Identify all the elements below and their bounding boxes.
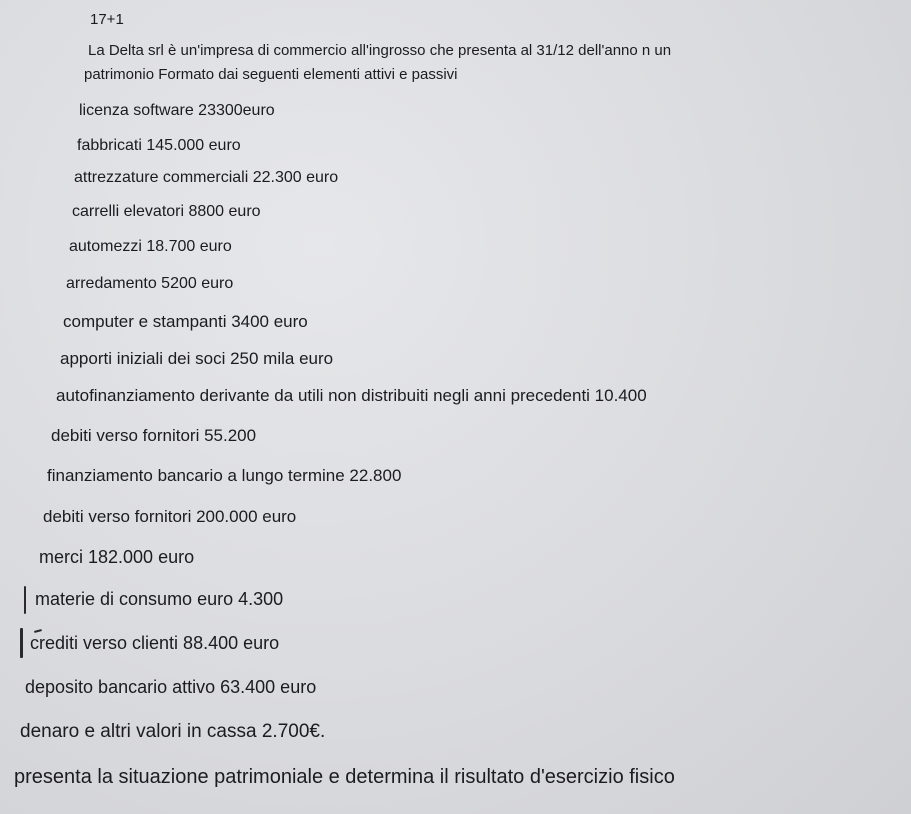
item-autofinanziamento: autofinanziamento derivante da utili non distribuiti negli anni precedenti 10.400: [56, 386, 647, 405]
item-attrezzature-commerciali: attrezzature commerciali 22.300 euro: [74, 169, 339, 186]
intro-line-2: patrimonio Formato dai seguenti elementi attivi e passivi: [84, 66, 458, 83]
item-merci: merci 182.000 euro: [39, 547, 195, 567]
item-fabbricati: fabbricati 145.000 euro: [77, 137, 241, 154]
item-arredamento: arredamento 5200 euro: [66, 275, 234, 292]
item-licenza-software: licenza software 23300euro: [79, 102, 275, 119]
item-finanziamento-bancario: finanziamento bancario a lungo termine 22.800: [47, 466, 402, 485]
item-materie-consumo: materie di consumo euro 4.300: [35, 589, 284, 609]
item-debiti-fornitori-2: debiti verso fornitori 200.000 euro: [43, 507, 297, 526]
pencil-mark-icon: [20, 628, 23, 658]
question-text: presenta la situazione patrimoniale e determina il risultato d'esercizio fisico: [14, 766, 675, 788]
item-computer-stampanti: computer e stampanti 3400 euro: [63, 312, 308, 331]
pencil-mark-icon: [24, 586, 26, 614]
item-carrelli-elevatori: carrelli elevatori 8800 euro: [72, 203, 261, 220]
item-crediti-clienti: crediti verso clienti 88.400 euro: [30, 633, 280, 653]
item-apporti-soci: apporti iniziali dei soci 250 mila euro: [60, 349, 334, 368]
item-debiti-fornitori-1: debiti verso fornitori 55.200: [51, 426, 257, 445]
item-deposito-bancario: deposito bancario attivo 63.400 euro: [25, 677, 317, 697]
exercise-number: 17+1: [90, 11, 124, 28]
intro-line-1: La Delta srl è un'impresa di commercio all'ingrosso che presenta al 31/12 dell'anno n un: [88, 42, 672, 59]
item-denaro-cassa: denaro e altri valori in cassa 2.700€.: [20, 721, 326, 742]
item-automezzi: automezzi 18.700 euro: [69, 238, 232, 255]
